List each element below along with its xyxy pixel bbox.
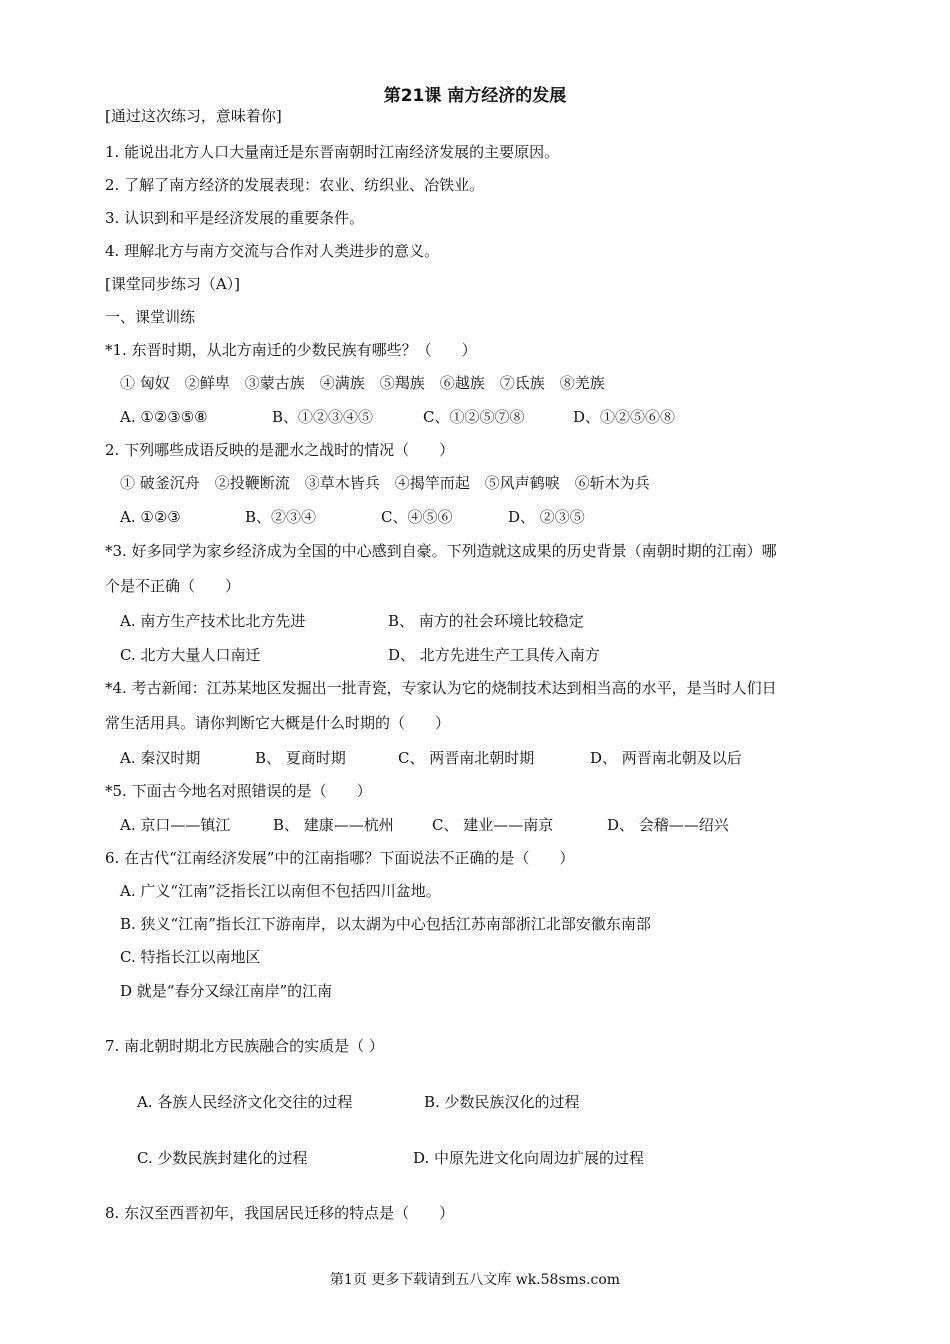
answer-option: A. 秦汉时期 xyxy=(120,749,201,767)
page-title: 第21课 南方经济的发展 xyxy=(383,86,567,106)
question-stem: 8. 东汉至西晋初年，我国居民迁移的特点是（ ） xyxy=(105,1204,455,1222)
question-stem: *1. 东晋时期，从北方南迁的少数民族有哪些？（ ） xyxy=(105,341,477,359)
answer-option: A. 南方生产技术比北方先进 xyxy=(120,612,306,630)
section-heading: 一、课堂训练 xyxy=(105,308,196,326)
answer-option: D、 北方先进生产工具传入南方 xyxy=(388,646,600,664)
answer-option: C. 少数民族封建化的过程 xyxy=(137,1149,308,1167)
goals-header: [通过这次练习，意味着你] xyxy=(105,107,282,125)
answer-option: D、①②⑤⑥⑧ xyxy=(573,408,676,426)
answer-option: B、 建康——杭州 xyxy=(273,816,394,834)
answer-option: C. 特指长江以南地区 xyxy=(120,948,261,966)
answer-option: D 就是“春分又绿江南岸”的江南 xyxy=(120,982,333,1000)
question-stem: *4. 考古新闻：江苏某地区发掘出一批青瓷，专家认为它的烧制技术达到相当高的水平，是当时人们日 xyxy=(105,679,777,697)
question-stem: 7. 南北朝时期北方民族融合的实质是（ ） xyxy=(105,1037,384,1055)
question-items: ① 匈奴 ②鲜卑 ③蒙古族 ④满族 ⑤羯族 ⑥越族 ⑦氐族 ⑧羌族 xyxy=(120,374,605,392)
answer-option: A. 广义“江南”泛指长江以南但不包括四川盆地。 xyxy=(120,882,441,900)
answer-option: A. 京口——镇江 xyxy=(120,816,231,834)
answer-option: C、④⑤⑥ xyxy=(381,508,453,526)
answer-option: A. ①②③⑤⑧ xyxy=(120,408,208,426)
answer-option: A. 各族人民经济文化交往的过程 xyxy=(137,1093,353,1111)
page-footer: 第1页 更多下载请到五八文库 wk.58sms.com xyxy=(329,1272,621,1288)
question-stem: *3. 好多同学为家乡经济成为全国的中心感到自豪。下列造就这成果的历史背景（南朝时期的江南）哪 xyxy=(105,542,777,560)
answer-option: D、 两晋南北朝及以后 xyxy=(590,749,742,767)
answer-option: C. 北方大量人口南迁 xyxy=(120,646,261,664)
answer-option: B、①②③④⑤ xyxy=(272,408,374,426)
answer-option: B. 少数民族汉化的过程 xyxy=(424,1093,580,1111)
question-stem: 6. 在古代“江南经济发展”中的江南指哪？下面说法不正确的是（ ） xyxy=(105,849,575,867)
answer-option: B. 狭义“江南”指长江下游南岸，以太湖为中心包括江苏南部浙江北部安徽东南部 xyxy=(120,915,651,933)
answer-option: D、 ②③⑤ xyxy=(508,508,585,526)
answer-option: C、 建业——南京 xyxy=(432,816,554,834)
practice-header: [课堂同步练习（A）] xyxy=(105,275,241,293)
question-stem: *5. 下面古今地名对照错误的是（ ） xyxy=(105,782,372,800)
question-items: ① 破釜沉舟 ②投鞭断流 ③草木皆兵 ④揭竿而起 ⑤风声鹤唳 ⑥斩木为兵 xyxy=(120,474,650,492)
answer-option: B、 南方的社会环境比较稳定 xyxy=(388,612,584,630)
answer-option: D. 中原先进文化向周边扩展的过程 xyxy=(413,1149,645,1167)
goal-item: 3. 认识到和平是经济发展的重要条件。 xyxy=(105,209,365,227)
answer-option: C、①②⑤⑦⑧ xyxy=(423,408,525,426)
answer-option: B、②③④ xyxy=(245,508,317,526)
answer-option: D、 会稽——绍兴 xyxy=(607,816,729,834)
goal-item: 1. 能说出北方人口大量南迁是东晋南朝时江南经济发展的主要原因。 xyxy=(105,143,560,161)
goal-item: 4. 理解北方与南方交流与合作对人类进步的意义。 xyxy=(105,242,440,260)
goal-item: 2. 了解了南方经济的发展表现：农业、纺织业、冶铁业。 xyxy=(105,176,485,194)
answer-option: B、 夏商时期 xyxy=(255,749,346,767)
answer-option: C、 两晋南北朝时期 xyxy=(398,749,535,767)
answer-option: A. ①②③ xyxy=(120,508,181,526)
question-stem-continued: 个是不正确（ ） xyxy=(105,577,241,595)
question-stem-continued: 常生活用具。请你判断它大概是什么时期的（ ） xyxy=(105,714,451,732)
question-stem: 2. 下列哪些成语反映的是淝水之战时的情况（ ） xyxy=(105,441,455,459)
